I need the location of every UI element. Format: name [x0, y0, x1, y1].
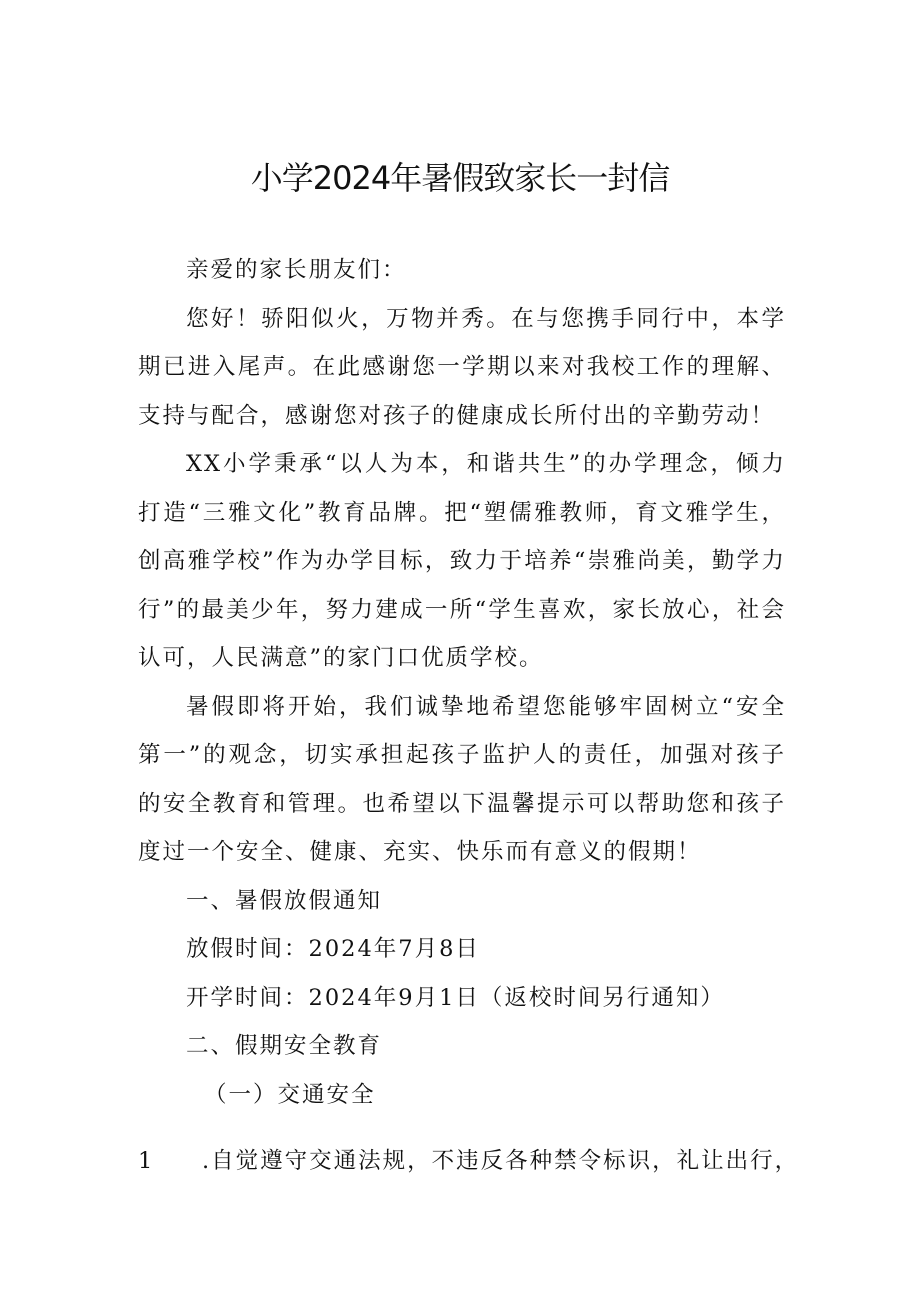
section-heading-safety-education: 二、假期安全教育: [186, 1033, 383, 1059]
paragraph-school-philosophy: XX小学秉承“以人为本，和谐共生”的办学理念，倾力打造“三雅文化”教育品牌。把“塑儒雅教师，育文雅学生，创高雅学校”作为办学目标，致力于培养“崇雅尚美，勤学力行”的最美少年，努力建成一所“学生喜欢，家长放心，社会认可，人民满意”的家门口优质学校。: [138, 451, 786, 671]
document-title: 小学2024年暑假致家长一封信: [250, 159, 670, 197]
letter-body: [138, 246, 800, 1186]
school-start-date: 开学时间：2024年9月1日（返校时间另行通知）: [186, 984, 725, 1011]
list-item-text: .自觉遵守交通法规，不违反各种禁令标识，礼让出行，: [202, 1148, 800, 1174]
list-item-number: 1: [138, 1148, 155, 1174]
subsection-heading-traffic-safety: （一）交通安全: [204, 1081, 376, 1108]
vacation-start-date: 放假时间：2024年7月8日: [186, 936, 480, 962]
section-heading-vacation-notice: 一、暑假放假通知: [186, 887, 383, 914]
paragraph-safety-reminder: 暑假即将开始，我们诚挚地希望您能够牢固树立“安全第一”的观念，切实承担起孩子监护人的责任，加强对孩子的安全教育和管理。也希望以下温馨提示可以帮助您和孩子度过一个安全、健康、充实、快乐而有意义的假期！: [138, 693, 786, 865]
paragraph-thanks: 您好！骄阳似火，万物并秀。在与您携手同行中，本学期已进入尾声。在此感谢您一学期以来对我校工作的理解、支持与配合，感谢您对孩子的健康成长所付出的辛勤劳动！: [138, 305, 786, 429]
list-item: [138, 1137, 800, 1186]
greeting: 亲爱的家长朋友们：: [186, 257, 407, 283]
